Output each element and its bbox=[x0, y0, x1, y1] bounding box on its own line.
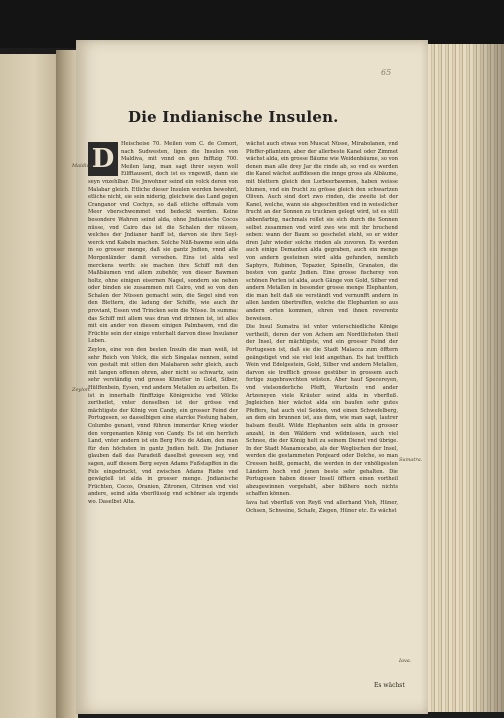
book-gutter bbox=[56, 50, 78, 718]
right-text-column bbox=[246, 141, 398, 516]
margin-note-maldiva: Maldiva. bbox=[72, 163, 94, 169]
paragraph-sumatra: Die Insul Sumatra ist vnter vnterschiedliche Könige vertheilt, deren der von Achem am Nordtlichsten theil der Insel, der mächtigste, vnd ein grosser Feind der Portugesen ist, daß sie die Stadt Malacca zum öfftern geängstiget vnd sie viel leid angethan. Es hat trefflich Wein vnd Edelgestein, Gold, Silber vnd andern Metallen, darvon sie trefflich grosse gestüber in grossem auch fertige zugebrawchten wüsten. Aber hauf Specereyen, vnd vielsonderliche Pfefft, Wurtzeln vnd ander Artzeneyen viele Kräuter seind alda in vberfluß. Jngleichen hier wächst alda ein baufen sehr gutes Pfeffers, hat auch viel Seiden, vnd einen Schwefelberg, an dem ein brunnen ist, aus dem, wie man sagt, lautrer balsam fleußt. Wilde Elephanten sein alda in grosser anzahl, in den Wäldern vnd wildnüssen, auch viel Schnee, die der König helt zu seinem Dienst vnd übrige. In der Stadt Manamocabo, als der Weglischen der Insel, werden die gestammeten Ponjeard oder Dolche, so man Cressen heißt, gemacht, die werden in der vnhöligesten Ländern hoch vnd jenen beste sehr gehalten. Die Portugesen haben dieser Insell öfftern einen vortheil abzugewinnen vorgehabt, aber bißhero noch nichts schaffen können. bbox=[246, 324, 398, 498]
drop-initial: D bbox=[88, 142, 118, 176]
margin-note-sumatra: Sumatra. bbox=[399, 457, 423, 463]
page-title: Die Indianische Insulen. bbox=[128, 108, 339, 126]
paragraph-maldiva: Heischeise 70. Meilen vom C. de Comori, nach Sudwesten, ligen die Insulen von Maldiva, mit vnnd on gen fnfftzig 700. Meilen lang, man sagt ihrer seyen woll Eilfftausent, doch ist es vngewiß, dann sie seyn vnzehlbar. Die Jnwohner seind ein volck deren von Malabar gleich. Etliche dieser Insulen werden bewohnt, etliche nicht, sie sein niderig, gleichwie das Land gegen Cranganor vnd Cochyn, so daß etliche offtmals vom Meer vberschwemmet vnd bedeckt werden. Keine besondere Wahren seind alda, ohne Jndianische Cocos nüsse, vnd Cairo das ist die Schalen der nüssen, welches der Jndianer hanff ist, darvon sie ihre Seyl-werck vnd Kabeln machen. Solche Nüß-bawme sein alda in so grosser menge, daß sie gantz Jndien, vnnd alle Morgenländer damit versehen. Eins ist alda wol merckens werth: sie machen ihre Schiff mit den Maßbäumen vnd allem zubehör, von dieser Bawmen holtz, ohne einigen eisernen Nagel, sondern sie nehen oder binden sie zusammen mit Cairo, vnd so von den Schalen der Nüssen gemacht sein, die Segel sind von den Blettern, die ladung der Schiffe, wie auch ihr proviant, Essen vnd Trincken sein die Nüsse. In summa: das Schiff mit allem was dran vnd drinnen ist, ist alles mit ein ander von diesem einigen Palmbawm, vnd die Früchte sein der einige vnterhalt darvon diese Insulaner Leben. bbox=[88, 141, 238, 345]
paragraph-zeylon: Zeylon, eine von den besten Insuln die man weiß, ist sehr Reich von Volck, die sich Singalas nennen, seind von gestalt mit sitten den Malabaren sehr gleich, auch mit langen offenen ohren, aber nicht so schwartz, sein sehr verständig vnd grosse Künstler in Gold, Silber, Hülffenbein, Eysen, vnd andern Metallen zu arbeiten. Es ist in innerhalb fünfftzige Königreiche vnd Völcke zertheilet, vnter denselben ist der grösse vnd mächtigste der König von Candy, ein grosser Feind der Portugesen, so dasselbigen eine starcke Festung haben, Columbo genant, vnnd führen immerdar Krieg wieder den vorgenanten König von Candy. Es ist ein herrlich Land, vnter andern ist ein Berg Pico de Adam, den man für den höchsten in gantz Jndien helt. Die Jndianer glauben daß das Paradeiß daselbst gewesen sey, vnd sagen, auff diesem Berg seyen Adams Fußstapffen in die Fels eingedruckt, vnd zwischen Adams Riebe vnd gewägtell ist alda in grosser menge. Jndianische Früchten, Cocos, Oranien, Zitronen, Citrinen vnd viel andere, seind alda vberflüssig vnd schöner als irgends wo. Daselbst Alta. bbox=[88, 347, 238, 505]
catchword: Es wächst bbox=[374, 682, 405, 689]
left-page-edge bbox=[0, 54, 56, 718]
page-number: 65 bbox=[381, 68, 392, 77]
margin-note-iava: Iava. bbox=[399, 658, 412, 664]
paragraph-iava: Iava hat vberfluß von Reyß vnd allerhand Vieh, Hüner, Ochsen, Schweine, Schafe, Ziegen, Hüner etc. Es wächst bbox=[246, 499, 398, 514]
paragraph-zeylon-cont: wächst auch etwas von Muscat Nüsse, Mirabolanen, vnd Pfeffer-pflantzen, aber der allerbeste Kanel oder Zimmet wächst alda, ein grosse Bäume wie Weidenbäume, so von denen man alle drey Jar die rinde ab, so vnd es werden die Kanel wächst auffdiesen die innge gross als Albäume, mit blettern gleich den Lorbeerbawmen, haben weisse blumen, vnd ein frucht zu grösse gleich den schwartzen Oliven. Auch sind dort zwo rinden, die zweite ist der Kanel, welche, wann sie abgeschnitten vnd in weisslicher frucht an der Sonnen zu trucknen gelegt wird, ist es still abbenfarbig, nachmals rollet sie sich durch die Sonnen selbst zusammen vnd wird zwo wie mit ihr bruchend seben: wann der Baum so geschelet steht, so er wider dren Jahr wieder solche rinden als zuvoren. Es werden auch einige Demanten alda gegraben, auch ein menge von andern gesteinen wird alda gefunden, nemlich Saphyrs, Rubinen, Topazier, Spinelln, Granaten, die besten von gantz Jndien. Eine grosse fischerey von schönen Perlen ist alda, auch Gänge von Gold, Silber vnd andern Metallen in besonder grosse menge Elephanten, die man helt daß sie verständt vnd vernunfft andern in allen landen übertreffen, welche die Elephanten so aus andern orten kommen, ehren vnd ihnen reverentz beweisen. bbox=[246, 141, 398, 322]
left-text-column bbox=[88, 141, 238, 508]
page-edges-shadow bbox=[470, 44, 504, 712]
margin-note-zeylon: Zeylon. bbox=[72, 387, 91, 393]
